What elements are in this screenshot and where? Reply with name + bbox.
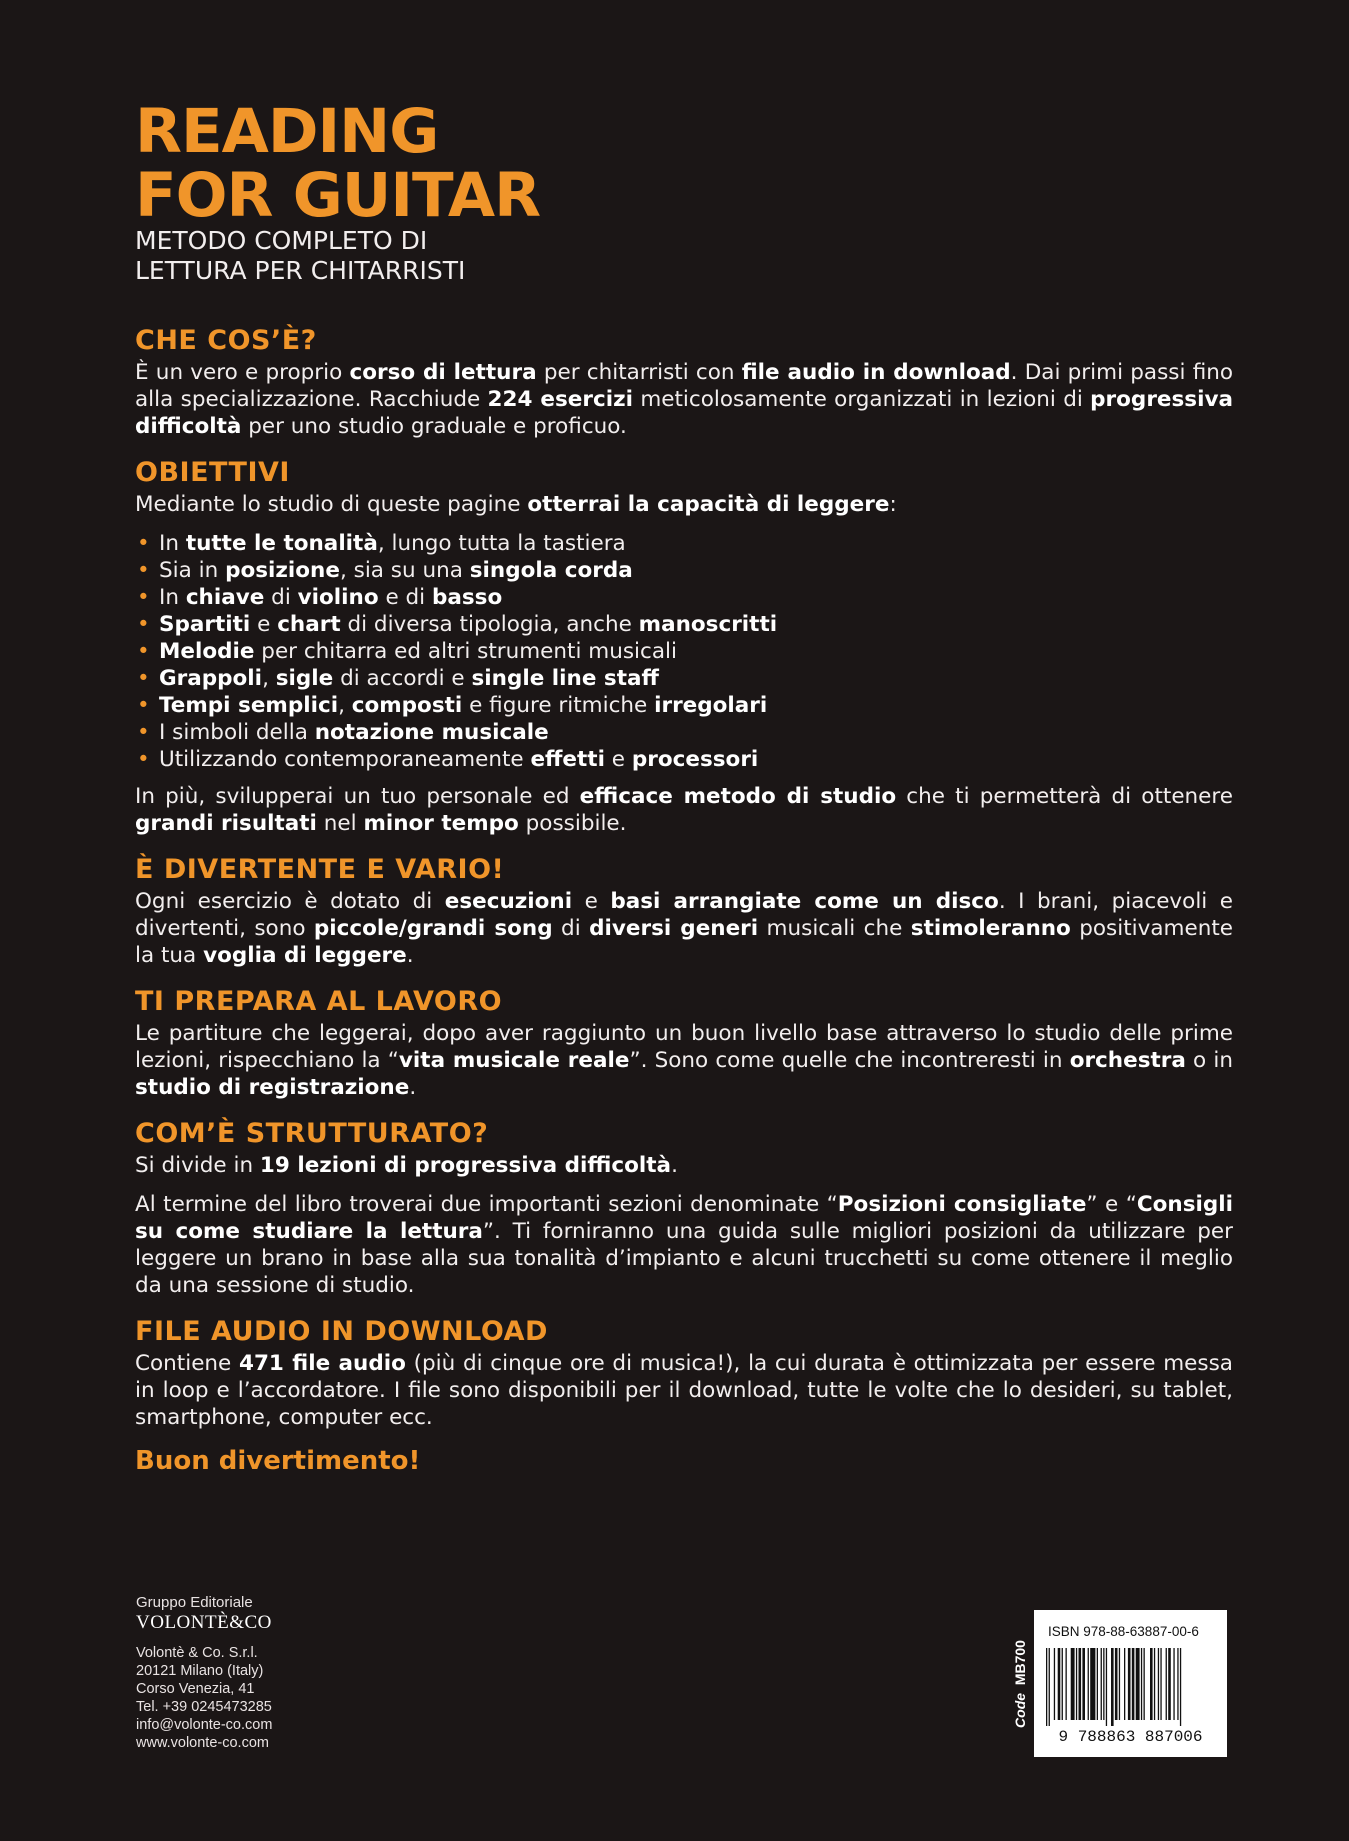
emphasis-text: violino [297, 585, 379, 610]
barcode-bar [1088, 1648, 1089, 1720]
section-paragraph: Al termine del libro troverai due importanti sezioni denominate “Posizioni consigliate” e “Consigli su come studiare la lettura”. Ti forniranno una guida sulle migliori posizioni da utilizzare per leggere un brano in base alla sua tonalità d’impianto e alcuni trucchetti su come ottenere il meglio da una sessione di studio. [135, 1192, 1233, 1298]
isbn-text: ISBN 978-88-63887-00-6 [1048, 1624, 1199, 1639]
list-item: • In tutte le tonalità, lungo tutta la tastiera [137, 531, 626, 556]
barcode-bar [1173, 1648, 1174, 1720]
barcode-bar [1177, 1648, 1178, 1720]
publisher-logo: VOLONTÈ&CO [136, 1612, 272, 1633]
publisher-line: Volontè & Co. S.r.l. [136, 1645, 258, 1661]
barcode-bar [1124, 1648, 1125, 1720]
bullet-icon: • [137, 585, 150, 610]
section-heading: FILE AUDIO IN DOWNLOAD [135, 1316, 548, 1347]
barcode-bar [1158, 1648, 1159, 1720]
barcode-bar [1128, 1648, 1131, 1720]
section-heading: OBIETTIVI [135, 457, 290, 488]
subtitle-line-2: LETTURA PER CHITARRISTI [135, 256, 466, 285]
barcode-bars [1044, 1648, 1219, 1726]
section-divertente [135, 852, 1233, 969]
emphasis-text: progressiva difficoltà [135, 387, 1233, 439]
emphasis-text: manoscritti [638, 612, 778, 637]
emphasis-text: 19 lezioni di progressiva difficoltà [259, 1153, 672, 1178]
bullet-icon: • [137, 612, 150, 637]
barcode-bar [1103, 1648, 1104, 1720]
emphasis-text: singola corda [469, 558, 633, 583]
publisher-group: Gruppo Editoriale [136, 1594, 253, 1611]
publisher-website: www.volonte-co.com [136, 1735, 269, 1751]
emphasis-text: basso [431, 585, 503, 610]
publisher-line: Tel. +39 0245473285 [136, 1699, 272, 1715]
section-lavoro [135, 984, 1233, 1101]
title-line-1: READING [135, 96, 439, 167]
product-code-label: Code [1012, 1692, 1028, 1728]
emphasis-text: diversi generi [589, 916, 759, 941]
section-heading: TI PREPARA AL LAVORO [135, 986, 503, 1017]
emphasis-text: Posizioni consigliate [837, 1192, 1087, 1217]
emphasis-text: file audio in download [741, 360, 1011, 385]
list-item: • In chiave di violino e di basso [137, 585, 503, 610]
emphasis-text: Spartiti [159, 612, 251, 637]
section-intro: Mediante lo studio di queste pagine otterrai la capacità di leggere: [135, 492, 897, 517]
bullet-icon: • [137, 531, 150, 556]
barcode-bar [1106, 1648, 1107, 1726]
emphasis-text: efficace metodo di studio [579, 784, 897, 809]
emphasis-text: effetti [530, 747, 605, 772]
emphasis-text: chiave [185, 585, 265, 610]
barcode-bar [1054, 1648, 1055, 1720]
section-paragraph: È un vero e proprio corso di lettura per chitarristi con file audio in download. Dai primi passi fino alla specializzazione. Racchiude 224 esercizi meticolosamente organizzati in lezioni di progressiva difficoltà per uno studio graduale e proficuo. [135, 360, 1234, 439]
barcode-bar [1166, 1648, 1167, 1720]
emphasis-text: piccole/grandi song [313, 916, 553, 941]
barcode-bar [1150, 1648, 1153, 1720]
list-item: • Melodie per chitarra ed altri strumenti musicali [137, 639, 677, 664]
barcode-bar [1097, 1648, 1098, 1720]
section-heading: CHE COS’È? [135, 325, 317, 356]
section-cose [135, 323, 1233, 440]
barcode-bar [1076, 1648, 1077, 1720]
emphasis-text: voglia di leggere [203, 943, 407, 968]
emphasis-text: sigle [275, 666, 334, 691]
book-title [135, 96, 541, 231]
publisher-line: Corso Venezia, 41 [136, 1681, 255, 1697]
emphasis-text: esecuzioni [444, 889, 573, 914]
emphasis-text: processori [631, 747, 759, 772]
barcode-bar [1160, 1648, 1161, 1720]
publisher-info [136, 1594, 272, 1752]
bullet-icon: • [137, 666, 150, 691]
barcode-bar [1082, 1648, 1085, 1720]
bullet-icon: • [137, 558, 150, 583]
barcode-bar [1136, 1648, 1140, 1720]
barcode-digits: 9 788863 887006 [1058, 1728, 1203, 1746]
section-audio [135, 1314, 1233, 1431]
list-item: • Tempi semplici, composti e figure ritmiche irregolari [137, 693, 768, 718]
barcode-bar [1090, 1648, 1095, 1720]
emphasis-text: Melodie [159, 639, 255, 664]
product-code [1012, 1640, 1028, 1728]
emphasis-text: Grappoli [159, 666, 263, 691]
book-subtitle [135, 226, 465, 286]
emphasis-text: orchestra [1069, 1048, 1186, 1073]
emphasis-text: otterrai la capacità di leggere [527, 492, 890, 517]
emphasis-text: irregolari [654, 693, 768, 718]
emphasis-text: Tempi semplici [159, 693, 339, 718]
section-paragraph: Si divide in 19 lezioni di progressiva difficoltà. [135, 1153, 678, 1178]
list-item: • Sia in posizione, sia su una singola corda [137, 558, 633, 583]
emphasis-text: studio di registrazione [135, 1075, 410, 1100]
product-code-value: MB700 [1012, 1640, 1028, 1686]
emphasis-text: tutte le tonalità [185, 531, 378, 556]
emphasis-text: posizione [225, 558, 340, 583]
bullet-icon: • [137, 720, 150, 745]
section-heading: È DIVERTENTE E VARIO! [135, 854, 505, 885]
barcode-bar [1132, 1648, 1135, 1720]
barcode-bar [1046, 1648, 1047, 1726]
emphasis-text: Consigli su come studiare la lettura [135, 1192, 1233, 1244]
section-paragraph: Le partiture che leggerai, dopo aver raggiunto un buon livello base attraverso lo studio delle prime lezioni, rispecchiano la “vita musicale reale”. Sono come quelle che incontreresti in orchestra o in studio di registrazione. [135, 1021, 1233, 1100]
list-item: • I simboli della notazione musicale [137, 720, 549, 745]
bullet-icon: • [137, 747, 150, 772]
barcode-bar [1066, 1648, 1067, 1720]
emphasis-text: grandi risultati [135, 811, 317, 836]
barcode-bar [1058, 1648, 1061, 1720]
emphasis-text: composti [351, 693, 463, 718]
barcode-bar [1101, 1648, 1102, 1720]
barcode-block [1007, 1610, 1227, 1757]
product-code-strip [1007, 1610, 1034, 1757]
barcode-bar [1144, 1648, 1145, 1720]
section-outro: In più, svilupperai un tuo personale ed efficace metodo di studio che ti permetterà di ottenere grandi risultati nel minor tempo possibile. [135, 784, 1233, 836]
emphasis-text: vita musicale reale [398, 1048, 630, 1073]
description-content [135, 323, 1233, 1476]
barcode-bar [1119, 1648, 1120, 1720]
publisher-line: 20121 Milano (Italy) [136, 1663, 264, 1679]
list-item: • Grappoli, sigle di accordi e single line staff [137, 666, 659, 691]
barcode-bar [1071, 1648, 1075, 1720]
emphasis-text: single line staff [471, 666, 659, 691]
emphasis-text: minor tempo [363, 811, 519, 836]
emphasis-text: basi arrangiate come un disco [610, 889, 999, 914]
bullet-icon: • [137, 693, 150, 718]
section-heading: COM’È STRUTTURATO? [135, 1118, 489, 1149]
barcode-bar [1049, 1648, 1050, 1726]
bullet-icon: • [137, 639, 150, 664]
emphasis-text: 471 file audio [239, 1351, 406, 1376]
barcode-bar [1115, 1648, 1118, 1720]
barcode-bar [1168, 1648, 1171, 1720]
publisher-email: info@volonte-co.com [136, 1717, 273, 1733]
barcode-bar [1111, 1648, 1114, 1726]
barcode-bar [1141, 1648, 1142, 1720]
emphasis-text: corso di lettura [349, 360, 537, 385]
list-item: • Utilizzando contemporaneamente effetti e processori [137, 747, 759, 772]
emphasis-text: chart [277, 612, 341, 637]
barcode-bar [1180, 1648, 1181, 1726]
barcode-bar [1062, 1648, 1063, 1720]
subtitle-line-1: METODO COMPLETO DI [135, 226, 428, 255]
closing-line: Buon divertimento! [135, 1446, 421, 1476]
section-paragraph: Contiene 471 file audio (più di cinque ore di musica!), la cui durata è ottimizzata per essere messa in loop e l’accordatore. I file sono disponibili per il download, tutte le volte che lo desideri, su tablet, smartphone, computer ecc. [135, 1351, 1233, 1430]
section-paragraph: Ogni esercizio è dotato di esecuzioni e basi arrangiate come un disco. I brani, piacevoli e divertenti, sono piccole/grandi song di diversi generi musicali che stimoleranno positivamente la tua voglia di leggere. [135, 889, 1233, 968]
emphasis-text: 224 esercizi [487, 387, 633, 412]
emphasis-text: notazione musicale [314, 720, 549, 745]
barcode-panel [1034, 1610, 1227, 1757]
barcode-bar [1079, 1648, 1082, 1720]
section-obiettivi [135, 455, 1233, 837]
objectives-list [135, 530, 1233, 773]
list-item: • Spartiti e chart di diversa tipologia, anche manoscritti [137, 612, 778, 637]
emphasis-text: stimoleranno [910, 916, 1071, 941]
title-line-2: FOR GUITAR [135, 160, 541, 231]
section-strutturato [135, 1116, 1233, 1299]
barcode-bar [1154, 1648, 1155, 1720]
